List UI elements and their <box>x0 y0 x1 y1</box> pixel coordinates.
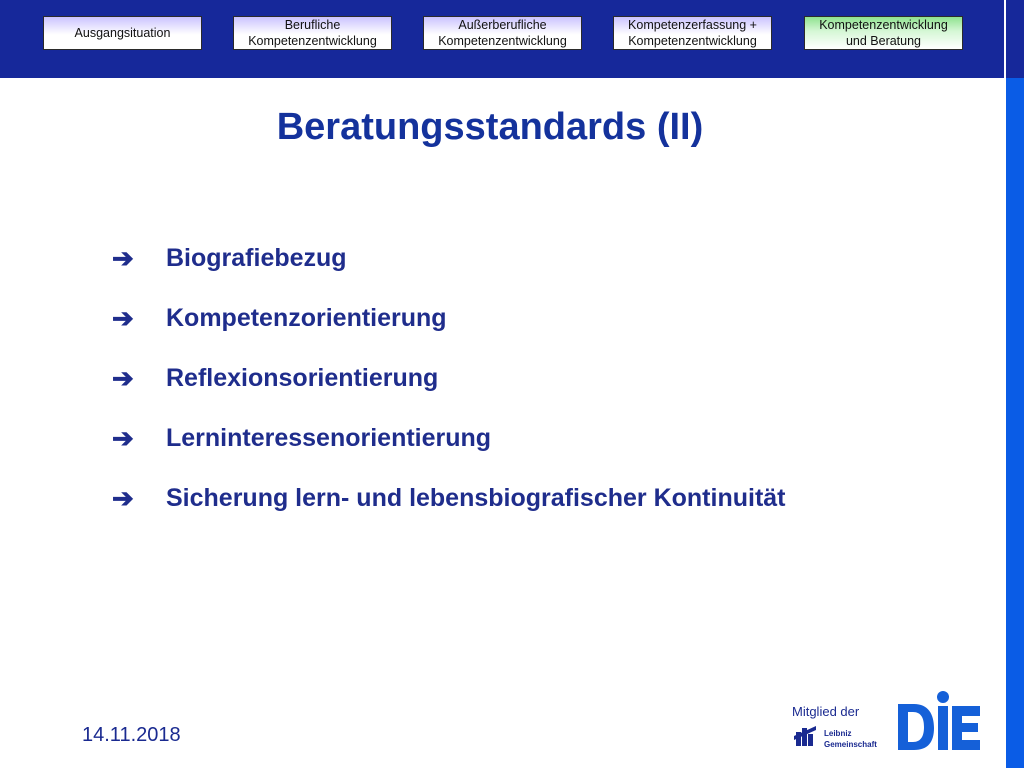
top-navigation-bar <box>0 0 1004 78</box>
list-item <box>112 468 786 528</box>
list-item-text: Lerninteressenorientierung <box>166 423 492 452</box>
nav-button-kompetenzerfassung[interactable]: Kompetenzerfassung + Kompetenzentwicklung <box>613 16 772 50</box>
arrow-right-icon: ➔ <box>112 422 134 453</box>
list-item <box>112 288 786 348</box>
list-item-text: Reflexionsorientierung <box>166 363 439 392</box>
footer-date: 14.11.2018 <box>82 724 181 746</box>
die-logo <box>896 690 982 752</box>
arrow-right-icon: ➔ <box>112 482 134 513</box>
nav-button-berufliche-kompetenzentwicklung[interactable]: Berufliche Kompetenzentwicklung <box>233 16 392 50</box>
arrow-right-icon: ➔ <box>112 302 134 333</box>
slide-title: Beratungsstandards (II) <box>276 106 704 148</box>
leibniz-logo <box>792 722 878 752</box>
list-item-text: Biografiebezug <box>166 243 347 272</box>
nav-button-ausserberufliche-kompetenzentwicklung[interactable]: Außerberufliche Kompetenzentwicklung <box>423 16 582 50</box>
bullet-list <box>112 228 786 528</box>
list-item <box>112 408 786 468</box>
list-item <box>112 348 786 408</box>
side-decoration-strip <box>1004 0 1024 768</box>
leibniz-logo-line1: Leibniz <box>824 729 852 738</box>
list-item-text: Kompetenzorientierung <box>166 303 447 332</box>
arrow-right-icon: ➔ <box>112 362 134 393</box>
nav-button-ausgangsituation[interactable]: Ausgangsituation <box>43 16 202 50</box>
member-label: Mitglied der <box>792 704 860 719</box>
nav-button-kompetenzentwicklung-beratung[interactable]: Kompetenzentwicklung und Beratung <box>804 16 963 50</box>
arrow-right-icon: ➔ <box>112 242 134 273</box>
leibniz-logo-line2: Gemeinschaft <box>824 740 877 749</box>
list-item <box>112 228 786 288</box>
list-item-text: Sicherung lern- und lebensbiografischer Kontinuität <box>166 483 786 512</box>
